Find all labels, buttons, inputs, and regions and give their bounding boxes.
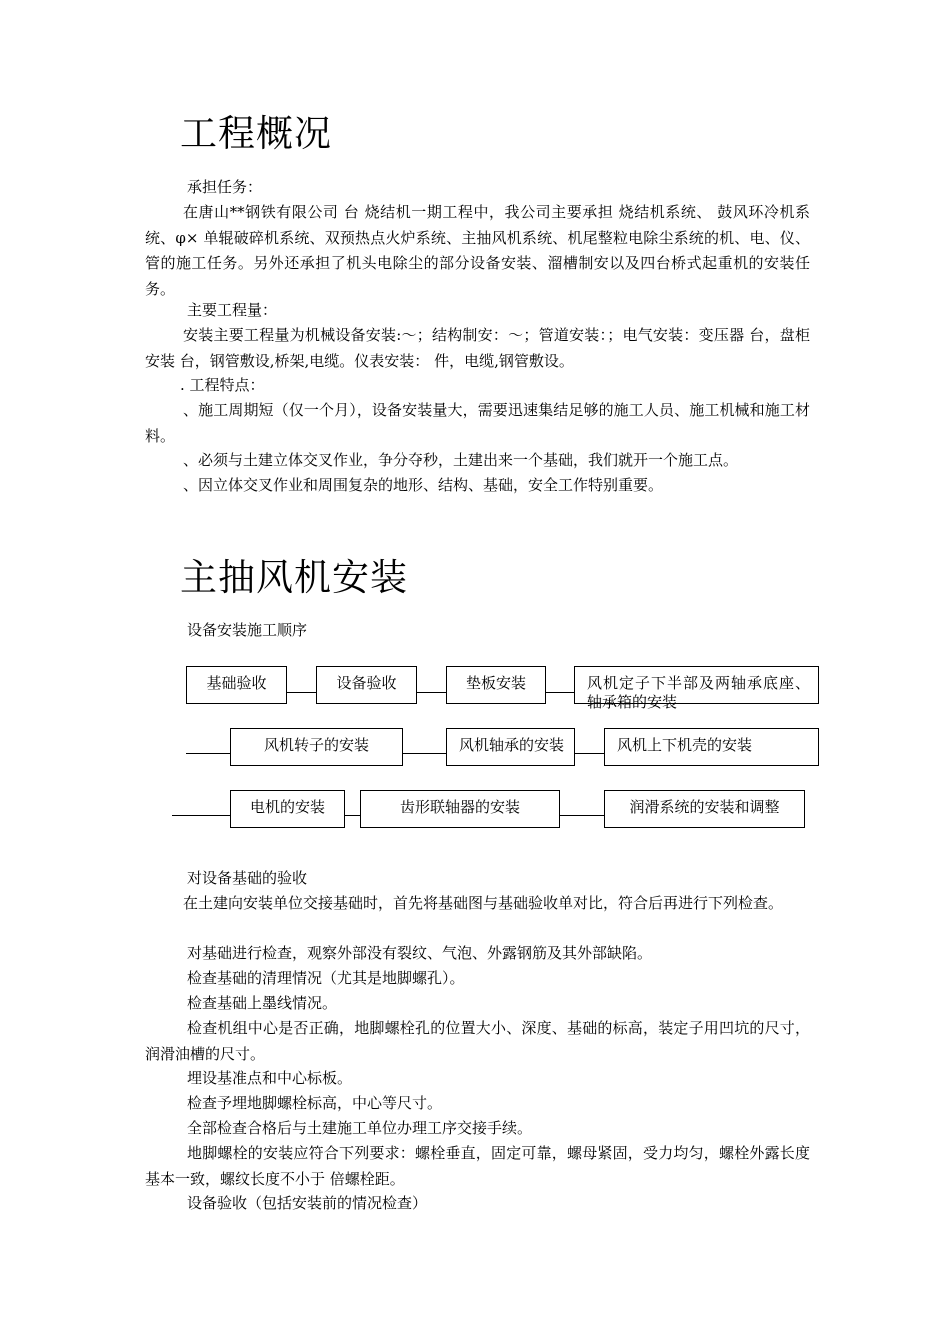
check-item-7: 全部检查合格后与土建施工单位办理工序交接手续。 bbox=[187, 1119, 533, 1137]
check-item-3: 检查基础上墨线情况。 bbox=[187, 994, 338, 1012]
task-body: 在唐山**钢铁有限公司 台 烧结机一期工程中，我公司主要承担 烧结机系统、 鼓风环冷机系统、φ× 单辊破碎机系统、双预热点火炉系统、主抽风机系统、机尾整粒电除尘系统的机、电、仪、管的施工任务。另外还承担了机头电除尘的部分设备安装、溜槽制安以及四台桥式起重机的安装任务。 bbox=[145, 203, 810, 298]
flow-step-casing-installation: 风机上下机壳的安装 bbox=[604, 728, 819, 766]
check-item-1: 对基础进行检查，观察外部没有裂纹、气泡、外露钢筋及其外部缺陷。 bbox=[187, 944, 653, 962]
check-item-6: 检查予埋地脚螺栓标高，中心等尺寸。 bbox=[187, 1094, 443, 1112]
flow-step-foundation-acceptance: 基础验收 bbox=[186, 666, 287, 704]
flow-connector bbox=[546, 692, 574, 693]
foundation-intro: 在土建向安装单位交接基础时，首先将基础图与基础验收单对比，符合后再进行下列检查。 bbox=[183, 894, 784, 912]
check-item-2: 检查基础的清理情况（尤其是地脚螺孔）。 bbox=[187, 969, 465, 987]
flow-connector bbox=[417, 692, 446, 693]
section-title-fan-installation: 主抽风机安装 bbox=[180, 556, 408, 599]
flow-connector bbox=[287, 692, 316, 693]
check-item-5: 埋设基准点和中心标板。 bbox=[187, 1069, 353, 1087]
feature-heading: . 工程特点： bbox=[180, 376, 265, 394]
feature-item-3: 、因立体交叉作业和周围复杂的地形、结构、基础，安全工作特别重要。 bbox=[183, 476, 664, 494]
flow-step-equipment-acceptance: 设备验收 bbox=[316, 666, 417, 704]
flow-connector bbox=[575, 753, 604, 754]
flow-connector bbox=[186, 753, 230, 754]
feature-item-2: 、必须与土建立体交叉作业，争分夺秒，土建出来一个基础，我们就开一个施工点。 bbox=[183, 451, 739, 469]
check-item-4: 检查机组中心是否正确，地脚螺栓孔的位置大小、深度、基础的标高，装定子用凹坑的尺寸，润滑油槽的尺寸。 bbox=[145, 1019, 810, 1063]
quantity-heading: 主要工程量： bbox=[187, 301, 278, 319]
flow-step-coupling-installation: 齿形联轴器的安装 bbox=[360, 790, 560, 828]
task-heading: 承担任务： bbox=[187, 178, 263, 196]
flow-step-motor-installation: 电机的安装 bbox=[230, 790, 345, 828]
flow-connector bbox=[345, 815, 360, 816]
flow-step-lubrication-installation: 润滑系统的安装和调整 bbox=[604, 790, 805, 828]
sequence-heading: 设备安装施工顺序 bbox=[187, 621, 308, 639]
equipment-heading: 设备验收（包括安装前的情况检查） bbox=[187, 1194, 428, 1212]
flow-step-shim-installation: 垫板安装 bbox=[446, 666, 546, 704]
check-item-8: 地脚螺栓的安装应符合下列要求：螺栓垂直，固定可靠，螺母紧固，受力均匀，螺栓外露长度基本一致，螺纹长度不小于 倍螺栓距。 bbox=[145, 1144, 810, 1188]
flow-connector bbox=[560, 815, 604, 816]
foundation-heading: 对设备基础的验收 bbox=[187, 869, 308, 887]
feature-item-1: 、施工周期短（仅一个月），设备安装量大，需要迅速集结足够的施工人员、施工机械和施工材料。 bbox=[145, 401, 810, 445]
flow-step-stator-bearing-installation: 风机定子下半部及两轴承底座、轴承箱的安装 bbox=[574, 666, 819, 704]
quantity-body: 安装主要工程量为机械设备安装:～；结构制安：～；管道安装：；电气安装：变压器 台，盘柜安装 台，钢管敷设,桥架,电缆。仪表安装： 件，电缆,钢管敷设。 bbox=[145, 326, 810, 370]
flow-connector bbox=[172, 815, 230, 816]
flow-step-rotor-installation: 风机转子的安装 bbox=[230, 728, 403, 766]
flow-connector bbox=[403, 753, 446, 754]
section-title-overview: 工程概况 bbox=[180, 112, 332, 155]
flow-step-bearing-installation: 风机轴承的安装 bbox=[446, 728, 575, 766]
